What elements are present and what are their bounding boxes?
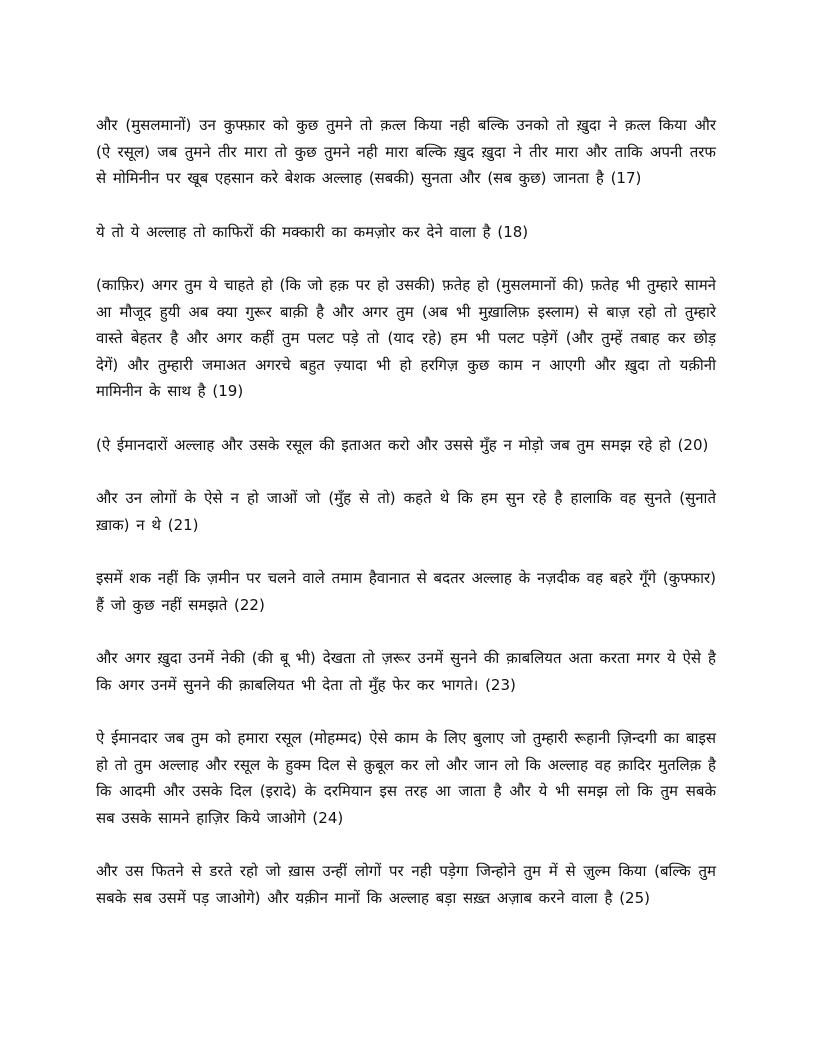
document-page — [96, 112, 716, 938]
verse-paragraph-22: इसमें शक नहीं कि ज़मीन पर चलने वाले तमाम हैवानात से बदतर अल्लाह के नज़दीक वह बहरे गूँगे (कुफ्फार) हैं जो कुछ नहीं समझते (22) — [96, 569, 716, 614]
verse-paragraph-18: ये तो ये अल्लाह तो काफिरों की मक्कारी का कमज़ोर कर देने वाला है (18) — [96, 222, 529, 241]
verse-paragraph-21: और उन लोगों के ऐसे न हो जाओं जो (मुँह से तो) कहते थे कि हम सुन रहे है हालाकि वह सुनते (सुनाते ख़ाक) न थे (21) — [96, 489, 716, 534]
verse-paragraph-23: और अगर ख़ुदा उनमें नेकी (की बू भी) देखता तो ज़रूर उनमें सुनने की क़ाबलियत अता करता मगर ये ऐसे है कि अगर उनमें सुनने की क़ाबलियत भी देता तो मुँह फेर कर भागते। (23) — [96, 649, 716, 694]
verse-paragraph-20: (ऐ ईमानदारों अल्लाह और उसके रसूल की इताअत करो और उससे मुँह न मोड़ो जब तुम समझ रहे हो (20) — [96, 435, 709, 454]
verse-paragraph-24: ऐ ईमानदार जब तुम को हमारा रसूल (मोहम्मद) ऐसे काम के लिए बुलाए जो तुम्हारी रूहानी ज़िन्दगी का बाइस हो तो तुम अल्लाह और रसूल के हुक्म दिल से क़ुबूल कर लो और जान लो कि अल्लाह वह क़ादिर मुतलिक़ है कि आदमी और उसके दिल (इरादे) के दरमियान इस तरह आ जाता है और ये भी समझ लो कि तुम सबके सब उसके सामने हाज़िर किये जाओगे (24) — [96, 729, 716, 827]
verse-paragraph-25: और उस फितने से डरते रहो जो ख़ास उन्हीं लोगों पर नही पड़ेगा जिन्होने तुम में से ज़ुल्म किया (बल्कि तुम सबके सब उसमें पड़ जाओगे) और यक़ीन मानों कि अल्लाह बड़ा सख़्त अज़ाब करने वाला है (25) — [96, 862, 716, 907]
verse-paragraph-17: और (मुसलमानों) उन कुफ्फ़ार को कुछ तुमने तो क़त्ल किया नही बल्कि उनको तो ख़ुदा ने क़त्ल किया और (ऐ रसूल) जब तुमने तीर मारा तो कुछ तुमने नही मारा बल्कि ख़ुद ख़ुदा ने तीर मारा और ताकि अपनी तरफ से मोमिनीन पर खूब एहसान करे बेशक अल्लाह (सबकी) सुनता और (सब कुछ) जानता है (17) — [96, 116, 716, 187]
verse-paragraph-19: (काफ़िर) अगर तुम ये चाहते हो (कि जो हक़ पर हो उसकी) फ़तेह हो (मुसलमानों की) फ़तेह भी तुम्हारे सामने आ मौजूद हुयी अब क्या गुरूर बाक़ी है और अगर तुम (अब भी मुख़ालिफ़ इस्लाम) से बाज़ रहो तो तुम्हारे वास्ते बेहतर है और अगर कहीं तुम पलट पड़े तो (याद रहे) हम भी पलट पड़ेगें (और तुम्हें तबाह कर छोड़ देगें) और तुम्हारी जमाअत अगरचे बहुत ज़्यादा भी हो हरगिज़ कुछ काम न आएगी और ख़ुदा तो यक़ीनी मामिनीन के साथ है (19) — [96, 276, 716, 400]
